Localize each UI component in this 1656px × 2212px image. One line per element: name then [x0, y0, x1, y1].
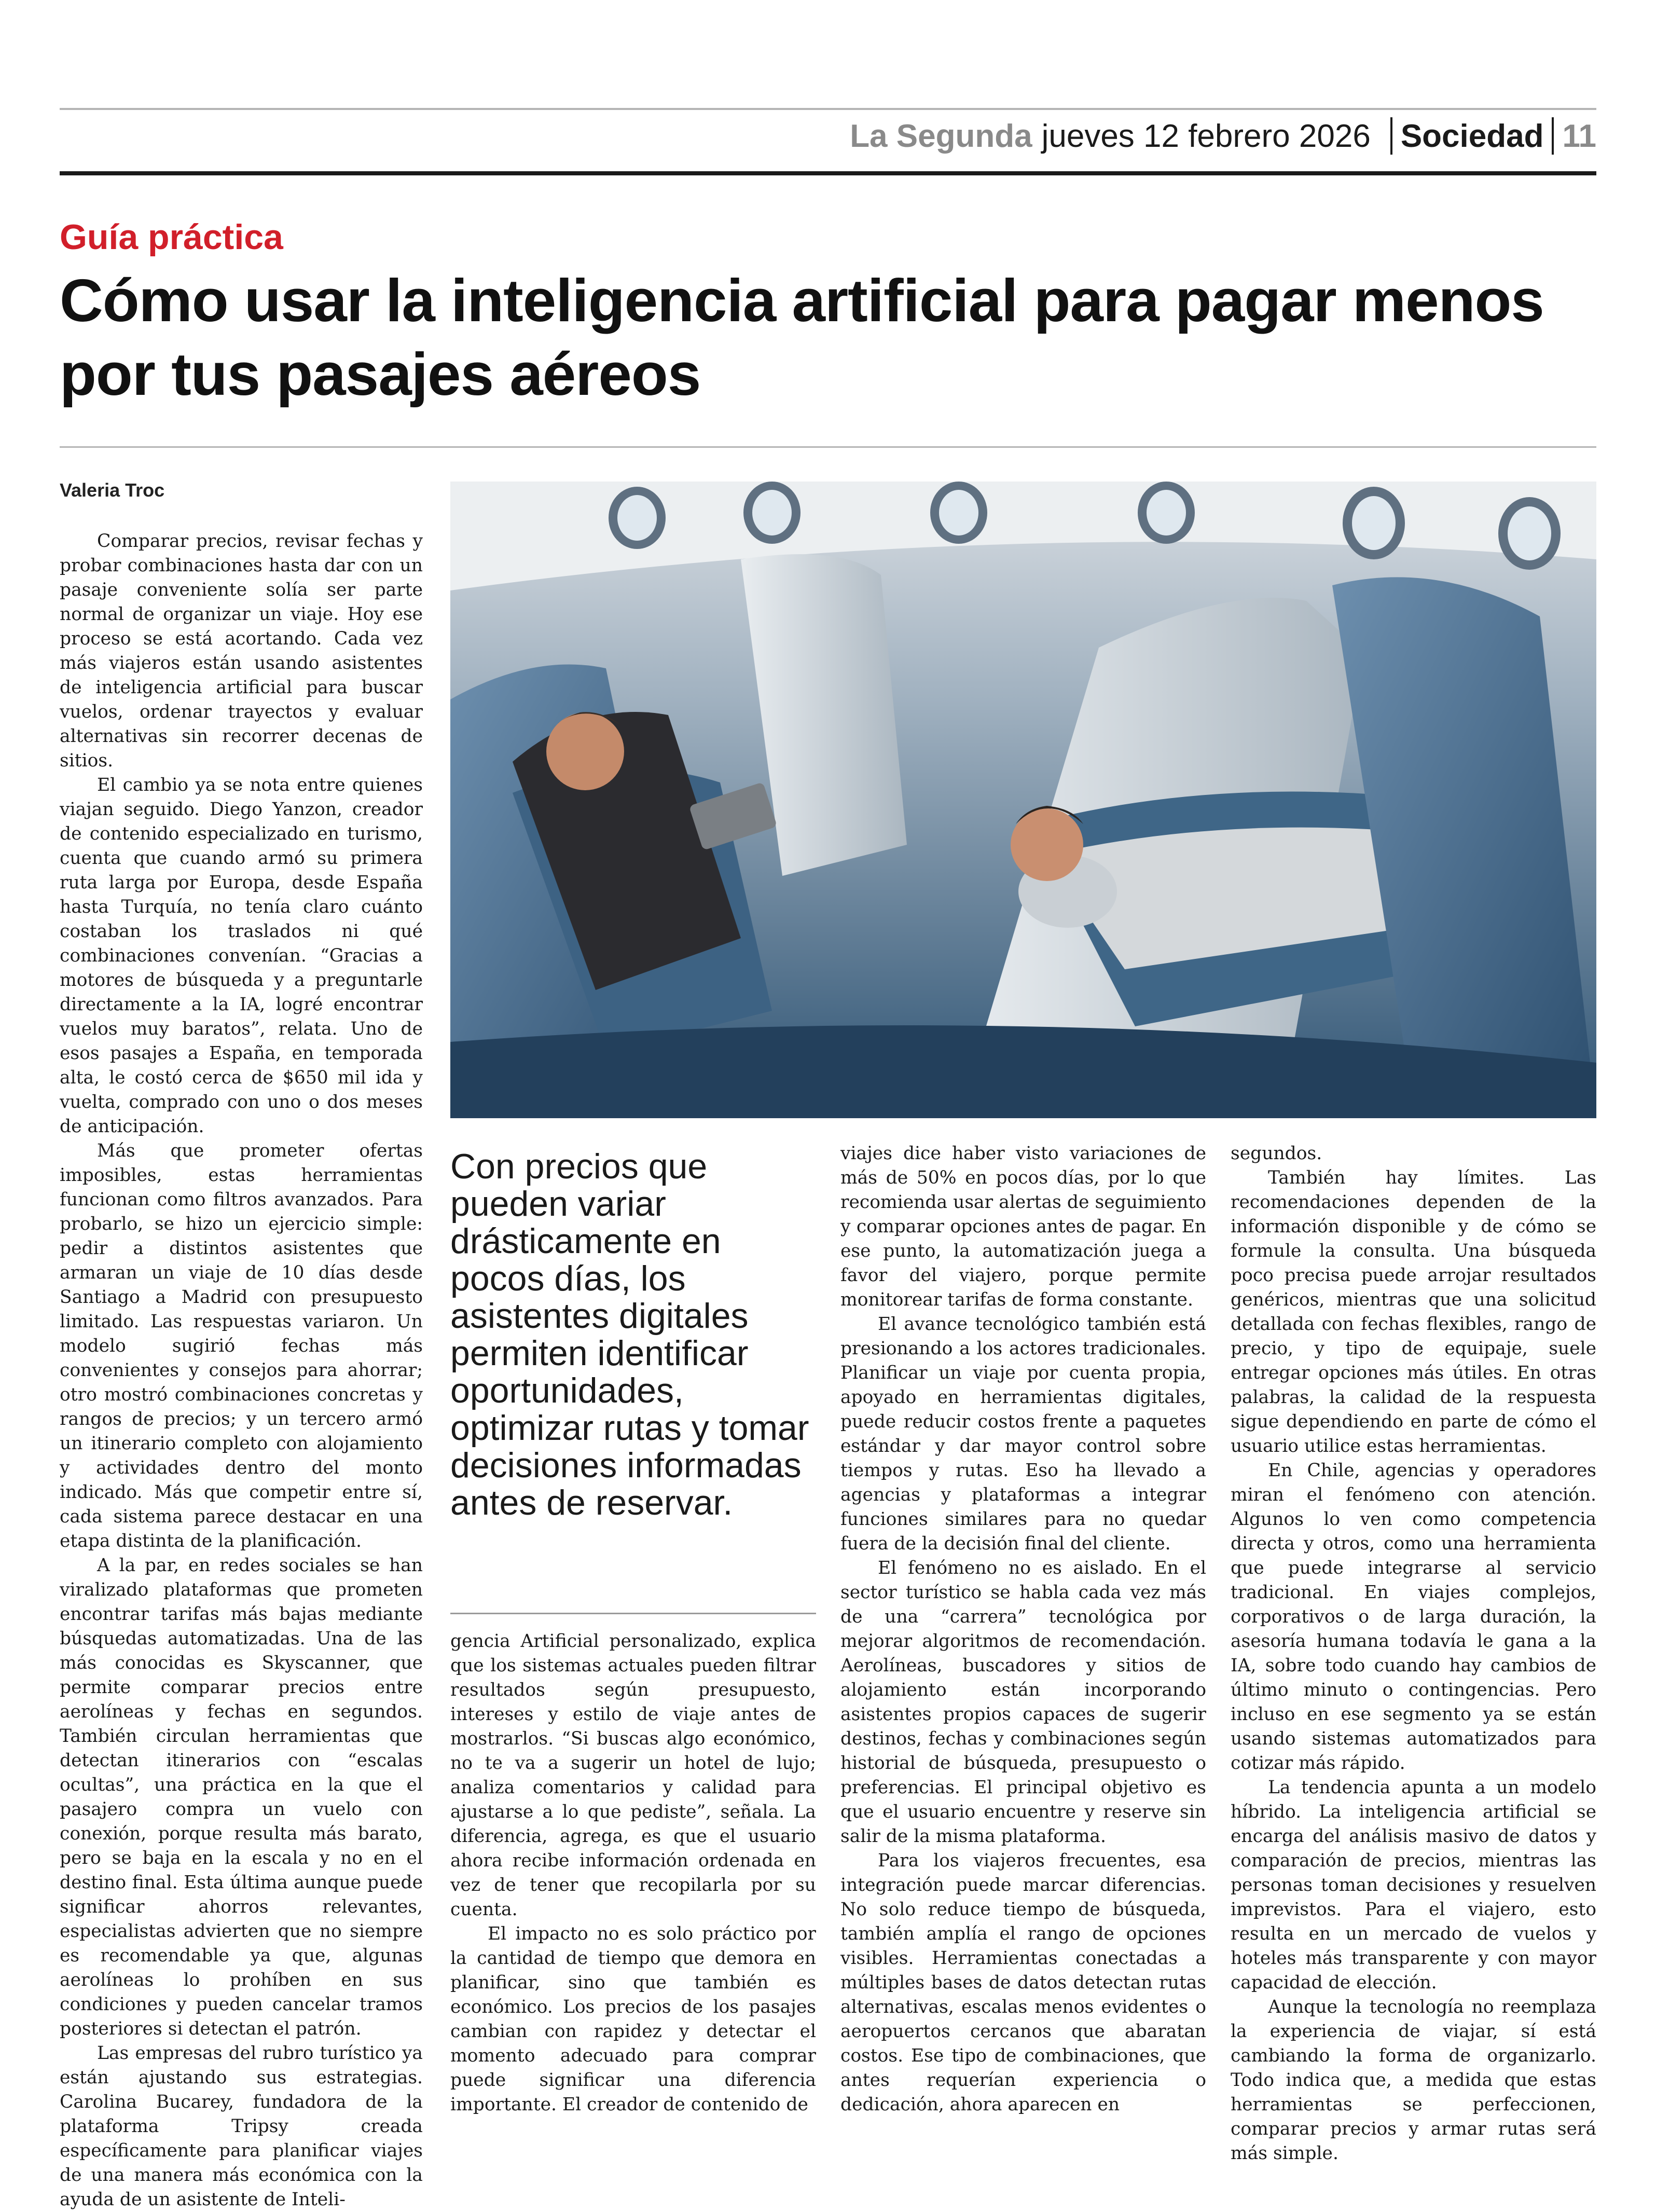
- paragraph: A la par, en redes sociales se han viralizado plataformas que prometen encontrar tarifas más bajas mediante búsquedas automatizadas. Una de las más conocidas es Skyscanner, que permite comparar precios entre aerolíneas y fechas en segundos. También circulan herramientas que detectan itinerarios con “escalas ocultas”, una práctica en la que el pasajero compra un vuelo con conexión, porque resulta más barato, pero se baja en la escala y no en el destino final. Esta última aunque puede significar ahorros relevantes, especialistas advierten que no siempre es recomendable ya que, algunas aerolíneas lo prohíben en sus condiciones y pueden cancelar tramos posteriores si detectan el patrón.: [60, 1555, 423, 2039]
- paragraph: Aunque la tecnología no reemplaza la experiencia de viajar, sí está cambiando la forma de organizarlo. Todo indica que, a medida que estas herramientas se perfeccionen, comparar precios y armar rutas será más simple.: [1231, 1997, 1596, 2164]
- publication-name: La Segunda: [850, 118, 1032, 154]
- byline: Valeria Troc: [60, 479, 165, 501]
- section-name: Sociedad: [1400, 118, 1544, 154]
- pull-quote-rule: [450, 1613, 816, 1614]
- article-photo: [450, 482, 1596, 1118]
- body-column-4: [1231, 1142, 1596, 2166]
- masthead-separator: [1552, 117, 1554, 155]
- kicker: Guía práctica: [60, 217, 283, 257]
- body-column-3: [840, 1142, 1206, 2117]
- paragraph: Más que prometer ofertas imposibles, estas herramientas funcionan como filtros avanzados. Para probarlo, se hizo un ejercicio simple: pedir a distintos asistentes que armaran un viaje de 10 días desde Santiago a Madrid con presupuesto limitado. Las respuestas variaron. Un modelo sugirió fechas más convenientes y consejos para ahorrar; otro mostró combinaciones concretas y rangos de precios; y un tercero armó un itinerario completo con alojamiento y actividades dentro del monto indicado. Más que competir entre sí, cada sistema parece destacar en una etapa distinta de la planificación.: [60, 1141, 423, 1551]
- paragraph: El avance tecnológico también está presionando a los actores tradicionales. Planificar un viaje por cuenta propia, apoyado en herramientas digitales, puede reducir costos frente a paquetes estándar y dar mayor control sobre tiempos y rutas. Eso ha llevado a agencias y plataformas a integrar funciones similares para no quedar fuera de la decisión final del cliente.: [840, 1314, 1206, 1554]
- headline: Cómo usar la inteligencia artificial para pagar menos por tus pasajes aéreos: [60, 267, 1544, 408]
- paragraph: Comparar precios, revisar fechas y probar combinaciones hasta dar con un pasaje conveniente solía ser parte normal de organizar un viaje. Hoy ese proceso se está acortando. Cada vez más viajeros están usando asistentes de inteligencia artificial para buscar vuelos, ordenar trayectos y evaluar alternativas sin recorrer decenas de sitios.: [60, 531, 423, 771]
- headline-rule: [60, 446, 1596, 448]
- paragraph: El cambio ya se nota entre quienes viajan seguido. Diego Yanzon, creador de contenido especializado en turismo, cuenta que cuando armó su primera ruta larga por Europa, desde España hasta Turquía, no tenía claro cuánto costaban los traslados ni qué combinaciones convenían. “Gracias a motores de búsqueda y a preguntarle directamente a la IA, logré encontrar vuelos muy baratos”, relata. Uno de esos pasajes a España, en temporada alta, le costó cerca de $650 mil ida y vuelta, comprado con uno o dos meses de anticipación.: [60, 775, 423, 1137]
- paragraph: segundos.: [1231, 1143, 1322, 1164]
- paragraph: Para los viajeros frecuentes, esa integración puede marcar diferencias. No solo reduce tiempo de búsqueda, también amplía el rango de opciones visibles. Herramientas conectadas a múltiples bases de datos detectan rutas alternativas, escalas menos evidentes o aeropuertos cercanos que abaratan costos. Ese tipo de combinaciones, que antes requerían experiencia o dedicación, ahora aparecen en: [840, 1850, 1206, 2115]
- paragraph: viajes dice haber visto variaciones de más de 50% en pocos días, por lo que recomienda usar alertas de seguimiento y comparar opciones antes de pagar. En ese punto, la automatización juega a favor del viajero, porque permite monitorear tarifas de forma constante.: [840, 1143, 1206, 1310]
- pull-quote: Con precios que pueden variar drásticamente en pocos días, los asistentes digitales permiten identificar oportunidades, optimizar rutas y tomar decisiones informadas antes de reservar.: [450, 1147, 809, 1522]
- body-column-2: [450, 1629, 816, 2117]
- paragraph: El fenómeno no es aislado. En el sector turístico se habla cada vez más de una “carrera” tecnológica por mejorar algoritmos de recomendación. Aerolíneas, buscadores y sitios de alojamiento están incorporando asistentes propios capaces de sugerir destinos, fechas y combinaciones según historial de búsqueda, presupuesto o preferencias. El principal objetivo es que el usuario encuentre y reserve sin salir de la misma plataforma.: [840, 1558, 1206, 1847]
- paragraph: La tendencia apunta a un modelo híbrido. La inteligencia artificial se encarga del análisis masivo de datos y comparación de precios, mientras las personas toman decisiones y resuelven imprevistos. Para el viajero, esto resulta en un mercado de vuelos y hoteles más transparente y con mayor capacidad de elección.: [1231, 1777, 1596, 1993]
- masthead-separator: [1390, 117, 1392, 155]
- paragraph: En Chile, agencias y operadores miran el fenómeno con atención. Algunos lo ven como competencia directa y otros, como una herramienta que puede integrarse al servicio tradicional. En viajes complejos, corporativos o de larga duración, la asesoría humana todavía le gana a la IA, sobre todo cuando hay cambios de último minuto o contingencias. Pero incluso en ese segmento ya se están usando sistemas automatizados para cotizar más rápido.: [1231, 1460, 1596, 1774]
- header-top-rule: [60, 108, 1596, 110]
- masthead: [850, 115, 1596, 157]
- paragraph: También hay límites. Las recomendaciones dependen de la información disponible y de cómo se formule la consulta. Una búsqueda poco precisa puede arrojar resultados genéricos, mientras que una solicitud detallada con fechas flexibles, rango de precio, y tipo de equipaje, suele entregar opciones más útiles. En otras palabras, la calidad de la respuesta sigue dependiendo en parte de cómo el usuario utilice estas herramientas.: [1231, 1167, 1596, 1457]
- issue-date: jueves 12 febrero 2026: [1041, 118, 1371, 154]
- paragraph: Las empresas del rubro turístico ya están ajustando sus estrategias. Carolina Bucarey, fundadora de la plataforma Tripsy creada específicamente para planificar viajes de una manera más económica con la ayuda de un asistente de Inteli-: [60, 2043, 423, 2210]
- header-bottom-rule: [60, 171, 1596, 175]
- body-column-1: [60, 529, 423, 2212]
- two-passengers-in-business-class-cabin-icon: [450, 482, 1596, 1118]
- paragraph: gencia Artificial personalizado, explica que los sistemas actuales pueden filtrar resultados según presupuesto, intereses y estilo de viaje antes de mostrarlos. “Si buscas algo económico, no te va a sugerir un hotel de lujo; analiza comentarios y calidad para ajustarse a lo que pediste”, señala. La diferencia, agrega, es que el usuario ahora recibe información ordenada en vez de tener que recopilarla por su cuenta.: [450, 1631, 816, 1920]
- page-number: 11: [1562, 118, 1596, 154]
- paragraph: El impacto no es solo práctico por la cantidad de tiempo que demora en planificar, sino que también es económico. Los precios de los pasajes cambian con rapidez y detectar el momento adecuado para comprar puede significar una diferencia importante. El creador de contenido de: [450, 1924, 816, 2115]
